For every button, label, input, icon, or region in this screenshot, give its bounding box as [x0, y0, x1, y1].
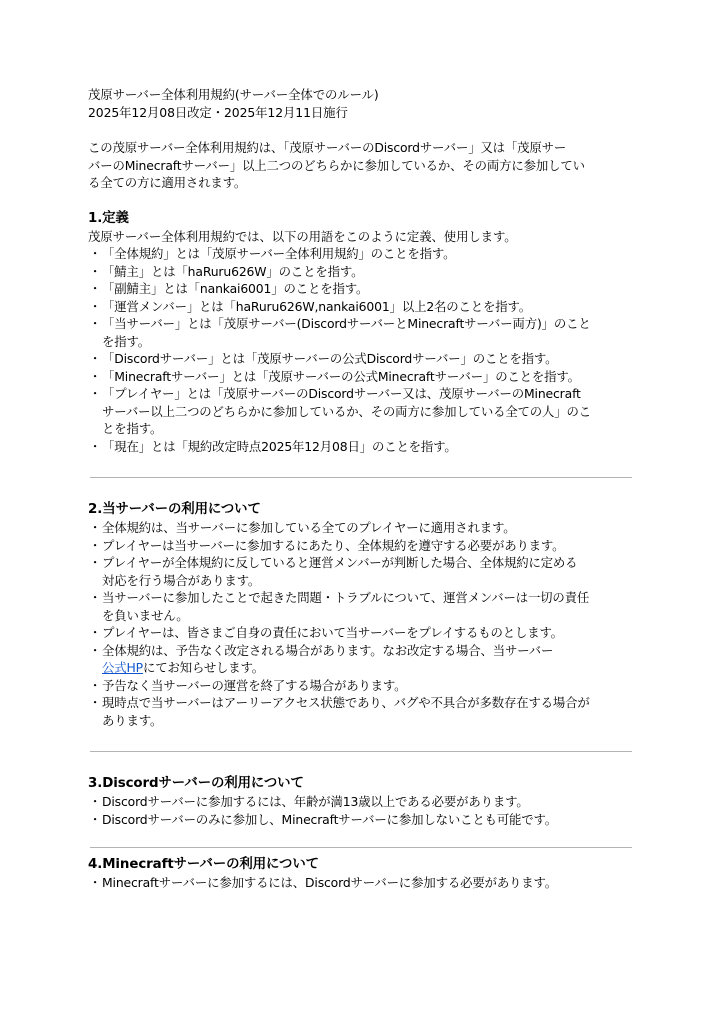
- section-1-lead: 茂原サーバー全体利用規約では、以下の用語をこのように定義、使用します。: [88, 228, 517, 244]
- section-3-list: [88, 793, 638, 828]
- intro-line: この茂原サーバー全体利用規約は、「茂原サーバーのDiscordサーバー」又は「茂原サー: [88, 140, 567, 155]
- revision-dates: 2025年12月08日改定・2025年12月11日施行: [88, 104, 348, 120]
- list-item: ・「Discordサーバー」とは「茂原サーバーの公式Discordサーバー」のことを指す。: [88, 351, 558, 366]
- list-item: ・「全体規約」とは「茂原サーバー全体利用規約」のことを指す。: [88, 246, 456, 261]
- list-item: ・Discordサーバーに参加するには、年齢が満13歳以上である必要があります。: [88, 794, 529, 809]
- link-suffix: にてお知らせします。: [142, 660, 265, 675]
- list-item: ・プレイヤーは当サーバーに参加するにあたり、全体規約を遵守する必要があります。: [88, 537, 565, 553]
- list-item: ・「現在」とは「規約改定時点2025年12月08日」のことを指す。: [88, 438, 457, 454]
- terms-document: [88, 86, 638, 892]
- list-item: ・現時点で当サーバーはアーリーアクセス状態であり、バグや不具合が多数存在する場合が あります。: [88, 695, 590, 728]
- list-item: ・「運営メンバー」とは「haRuru626W,nankai6001」以上2名のことを指す。: [88, 298, 531, 314]
- list-item: ・「副鯖主」とは「nankai6001」のことを指す。: [88, 281, 369, 296]
- list-item: ・Minecraftサーバーに参加するには、Discordサーバーに参加する必要があります。: [88, 875, 558, 890]
- official-hp-link[interactable]: 公式HP: [102, 660, 143, 675]
- list-item: ・Discordサーバーのみに参加し、Minecraftサーバーに参加しないことも可能です。: [88, 811, 558, 827]
- intro-line: バーのMinecraftサーバー」以上二つのどちらかに参加しているか、その両方に参加してい: [88, 157, 585, 173]
- section-3-heading: 3.Discordサーバーの利用について: [88, 776, 304, 791]
- list-item: ・全体規約は、当サーバーに参加している全てのプレイヤーに適用されます。: [88, 520, 516, 535]
- section-1-heading: 1.定義: [88, 210, 129, 226]
- list-item: ・プレイヤーは、皆さまご自身の責任において当サーバーをプレイするものとします。: [88, 625, 563, 640]
- list-item: ・当サーバーに参加したことで起きた問題・トラブルについて、運営メンバーは一切の責任 を負いません。: [88, 590, 590, 623]
- list-item: ・「鯖主」とは「haRuru626W」のことを指す。: [88, 263, 364, 279]
- list-item: ・全体規約は、予告なく改定される場合があります。なお改定する場合、当サーバー 公式HPにてお知らせします。: [88, 642, 554, 675]
- intro-paragraph: [88, 139, 638, 192]
- list-item: ・「プレイヤー」とは「茂原サーバーのDiscordサーバー又は、茂原サーバーのMinecraft サーバー以上二つのどちらかに参加しているか、その両方に参加している全ての人」のこ とを指す。: [88, 386, 592, 436]
- section-4-heading: 4.Minecraftサーバーの利用について: [88, 857, 319, 872]
- section-2-heading: 2.当サーバーの利用について: [88, 502, 261, 517]
- section-4-list: [88, 874, 638, 892]
- list-item: ・「当サーバー」とは「茂原サーバー(DiscordサーバーとMinecraftサーバー両方)」のこと を指す。: [88, 316, 591, 349]
- section-2-list: [88, 519, 638, 729]
- list-item: ・予告なく当サーバーの運営を終了する場合があります。: [88, 677, 407, 693]
- section-1-list: [88, 245, 638, 455]
- list-item: ・「Minecraftサーバー」とは「茂原サーバーの公式Minecraftサーバー」のことを指す。: [88, 368, 580, 384]
- intro-line: る全ての方に適用されます。: [88, 175, 247, 190]
- document-title: 茂原サーバー全体利用規約(サーバー全体でのルール): [88, 87, 379, 102]
- list-item: ・プレイヤーが全体規約に反していると運営メンバーが判断した場合、全体規約に定める 対応を行う場合があります。: [88, 555, 578, 588]
